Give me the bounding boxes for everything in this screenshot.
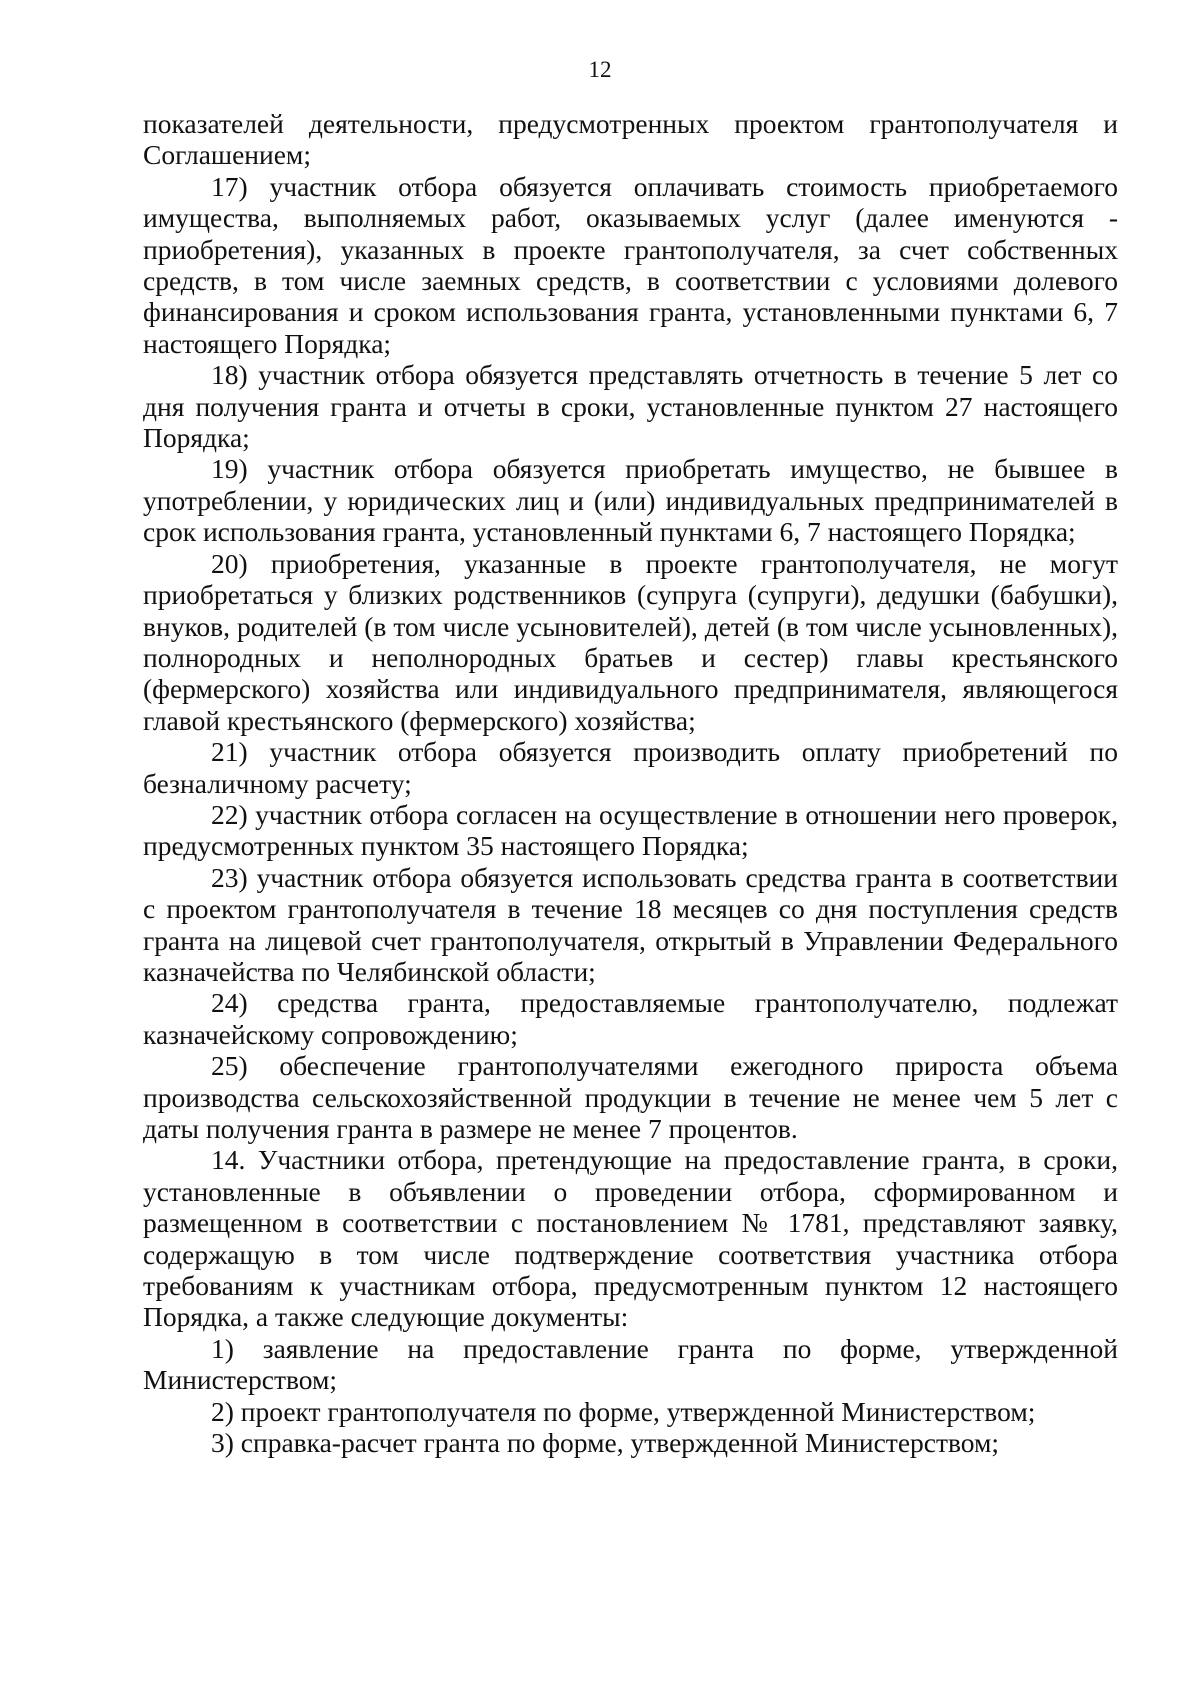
paragraph-document-2: 2) проект грантополучателя по форме, утвержденной Министерством;: [211, 1395, 1036, 1427]
paragraph-item-19: 19) участник отбора обязуется приобретать имущество, не бывшее в употреблении, у юридических лиц и (или) индивидуальных предпринимателей в срок использования гранта, установленный пунктами 6, 7 настоящего Порядка;: [143, 453, 1118, 548]
paragraph-item-21: 21) участник отбора обязуется производить оплату приобретений по безналичному расчету;: [143, 736, 1118, 799]
paragraph-item-20: 20) приобретения, указанные в проекте грантополучателя, не могут приобретаться у близких родственников (супруга (супруги), дедушки (бабушки), внуков, родителей (в том числе усыновителей), детей (в том числе усыновленных), полнородных и неполнородных братьев и сестер) главы крестьянского (фермерского) хозяйства или индивидуального предпринимателя, являющегося главой крестьянского (фермерского) хозяйства;: [143, 547, 1118, 736]
page-body: [143, 108, 1118, 1458]
paragraph-item-24: 24) средства гранта, предоставляемые грантополучателю, подлежат казначейскому сопровождению;: [143, 987, 1118, 1050]
page-number: 12: [588, 57, 612, 82]
paragraph-item-22: 22) участник отбора согласен на осуществление в отношении него проверок, предусмотренных пунктом 35 настоящего Порядка;: [143, 798, 1118, 862]
paragraph-section-14: 14. Участники отбора, претендующие на предоставление гранта, в сроки, установленные в объявлении о проведении отбора, сформированном и размещенном в соответствии с постановлением № 1781, представляют заявку, содержащую в том числе подтверждение соответствия участника отбора требованиям к участникам отбора, предусмотренным пунктом 12 настоящего Порядка, а также следующие документы:: [143, 1144, 1118, 1333]
paragraph-item-17: 17) участник отбора обязуется оплачивать стоимость приобретаемого имущества, выполняемых работ, оказываемых услуг (далее именуются - приобретения), указанных в проекте грантополучателя, за счет собственных средств, в том числе заемных средств, в соответствии с условиями долевого финансирования и сроком использования гранта, установленными пунктами 6, 7 настоящего Порядка;: [143, 170, 1118, 359]
paragraph-continuation: показателей деятельности, предусмотренных проектом грантополучателя и Соглашением;: [143, 108, 1118, 171]
paragraph-item-23: 23) участник отбора обязуется использовать средства гранта в соответствии с проектом грантополучателя в течение 18 месяцев со дня поступления средств гранта на лицевой счет грантополучателя, открытый в Управлении Федерального казначейства по Челябинской области;: [143, 861, 1118, 987]
paragraph-item-18: 18) участник отбора обязуется представлять отчетность в течение 5 лет со дня получения гранта и отчеты в сроки, установленные пунктом 27 настоящего Порядка;: [143, 359, 1118, 454]
paragraph-document-3: 3) справка-расчет гранта по форме, утвержденной Министерством;: [211, 1427, 1000, 1459]
paragraph-document-1: 1) заявление на предоставление гранта по форме, утвержденной Министерством;: [143, 1332, 1118, 1396]
paragraph-item-25: 25) обеспечение грантополучателями ежегодного прироста объема производства сельскохозяйственной продукции в течение не менее чем 5 лет с даты получения гранта в размере не менее 7 процентов.: [143, 1050, 1118, 1144]
